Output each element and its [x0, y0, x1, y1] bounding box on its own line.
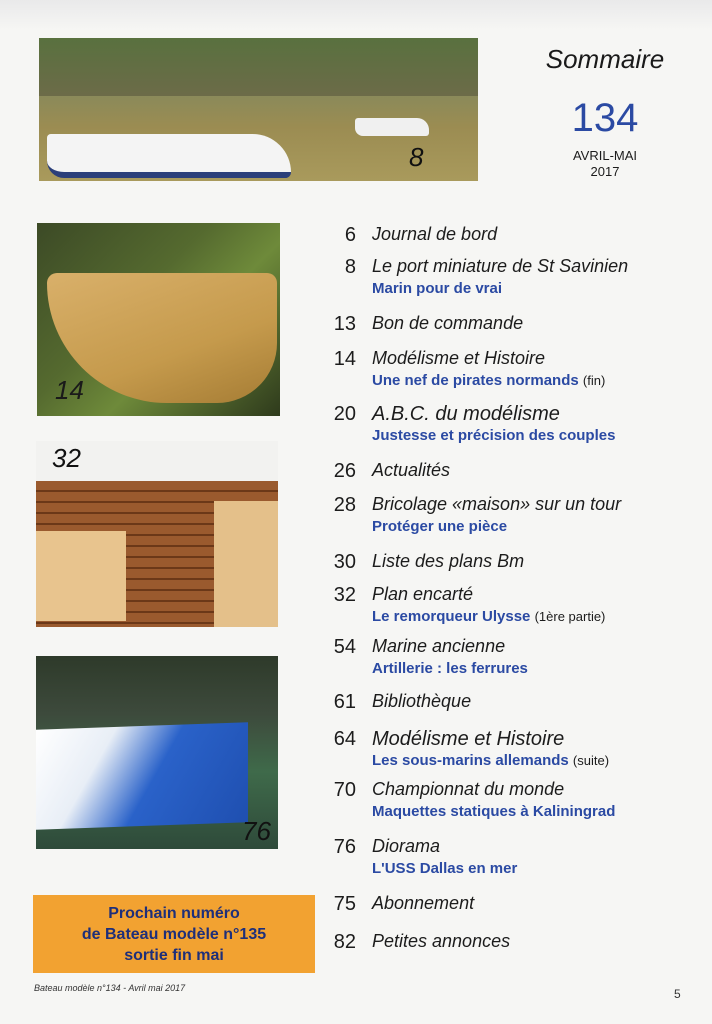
toc-title: Journal de bord [372, 224, 498, 244]
ferry-model [47, 134, 291, 178]
toc-subtitle-text: Une nef de pirates normands [372, 372, 579, 389]
photo-page-number: 76 [242, 816, 271, 846]
toc-page-number: 64 [333, 728, 356, 750]
small-boat [355, 118, 429, 136]
deck-planking-photo [36, 441, 278, 627]
toc-note: (fin) [582, 373, 606, 388]
toc-subtitle: Justesse et précision des couples [372, 427, 616, 444]
toc-title: Bon de commande [372, 313, 524, 333]
toc-page-number: 13 [333, 313, 356, 335]
toc-page-number: 70 [333, 779, 356, 801]
toc-title: Modélisme et Histoire [372, 348, 546, 368]
toc-page-number: 61 [333, 691, 356, 713]
toc-subtitle-text: Les sous-marins allemands [372, 752, 569, 769]
toc-note: (suite) [572, 753, 610, 768]
toc-title: Petites annonces [372, 931, 511, 951]
toc-page-number: 14 [333, 348, 356, 370]
toc-subtitle: Protéger une pièce [372, 518, 508, 535]
photo-page-number: 8 [409, 142, 424, 172]
toc-title: Actualités [372, 460, 451, 480]
issue-year: 2017 [590, 164, 620, 179]
toc-page-number: 30 [333, 551, 356, 573]
diorama-painting-photo [36, 656, 278, 849]
toc-subtitle [372, 752, 609, 769]
toc-title: Le port miniature de St Savinien [372, 256, 629, 276]
toc-title: Championnat du monde [372, 779, 565, 799]
next-issue-line: Prochain numéro [108, 905, 240, 922]
photo-page-number: 32 [52, 443, 81, 473]
next-issue-line: de Bateau modèle n°135 [81, 926, 267, 943]
toc-title: Bricolage «maison» sur un tour [372, 494, 622, 514]
issue-number: 134 [571, 96, 639, 140]
harbor-ferry-photo [39, 38, 478, 181]
next-issue-line: sortie fin mai [124, 947, 224, 964]
toc-page-number: 28 [333, 494, 356, 516]
toc-page-number: 20 [333, 403, 356, 425]
toc-page-number: 32 [333, 584, 356, 606]
toc-page-number: 75 [333, 893, 356, 915]
wooden-frame [214, 501, 278, 627]
toc-title: A.B.C. du modélisme [372, 403, 560, 425]
toc-page-number: 76 [333, 836, 356, 858]
dock-scene [39, 38, 478, 96]
toc-subtitle: Maquettes statiques à Kaliningrad [372, 803, 616, 820]
toc-title: Modélisme et Histoire [372, 728, 565, 750]
pirate-ship-photo [37, 223, 280, 416]
footer-credit: Bateau modèle n°134 - Avril mai 2017 [34, 983, 186, 993]
toc-page-number: 82 [333, 931, 356, 953]
toc-subtitle-text: Le remorqueur Ulysse [372, 608, 531, 625]
toc-subtitle: L'USS Dallas en mer [372, 860, 518, 877]
previous-page-bleed [0, 0, 712, 30]
next-issue-box [33, 895, 315, 973]
painted-sea-board [36, 722, 248, 829]
toc-subtitle [372, 372, 605, 389]
toc-title: Abonnement [372, 893, 475, 913]
toc-subtitle: Artillerie : les ferrures [372, 660, 528, 677]
issue-months: AVRIL-MAI [572, 148, 638, 163]
toc-title: Bibliothèque [372, 691, 472, 711]
toc-title: Diorama [372, 836, 441, 856]
toc-note: (1ère partie) [534, 609, 606, 624]
wooden-box [36, 531, 126, 621]
photo-page-number: 14 [55, 375, 84, 405]
toc-title: Plan encarté [372, 584, 474, 604]
toc-page-number: 6 [344, 224, 356, 246]
toc-page-number: 8 [344, 256, 356, 278]
toc-title: Liste des plans Bm [372, 551, 525, 571]
toc-subtitle: Marin pour de vrai [372, 280, 503, 297]
toc-page-number: 54 [333, 636, 356, 658]
page-title: Sommaire [545, 44, 665, 74]
toc-title: Marine ancienne [372, 636, 506, 656]
page-number: 5 [674, 987, 681, 1001]
toc-subtitle [372, 608, 605, 625]
toc-page-number: 26 [333, 460, 356, 482]
